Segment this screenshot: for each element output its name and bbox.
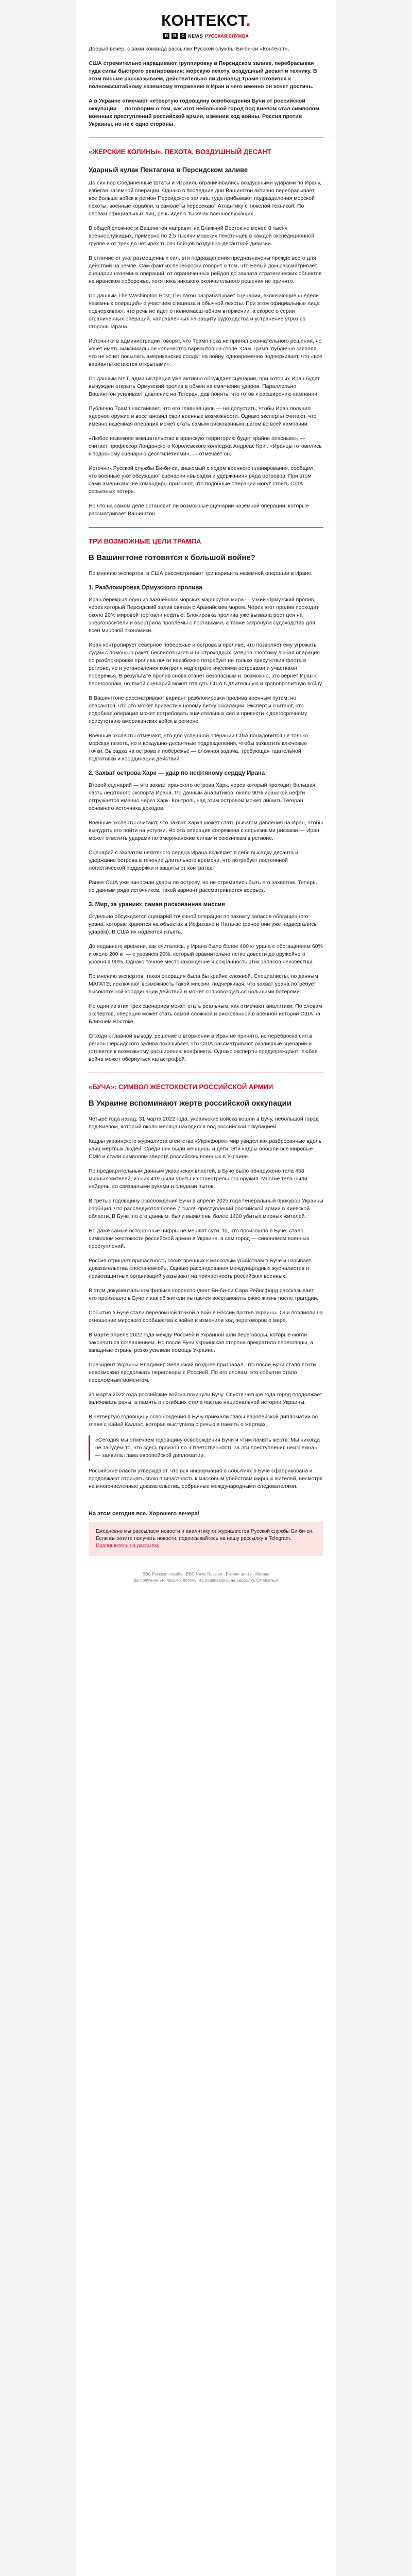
footer-line-2[interactable]: Вы получили это письмо, потому что подписались на рассылку. Отписаться [133,1578,279,1583]
section2-title: В Вашингтоне готовятся к большой войне? [89,553,255,562]
closing-text: На этом сегодня все. Хорошего вечера! [89,1511,200,1517]
section2-sub3-p5: Отходя к главной выводу, решение о вторжении в Иран не принято, но переброска сил в регион Персидского залива показывает, что США рассматривают различные сценарии и готовятся к возможному расширению конфликта. Однако эксперты предупреждают: любая война может обернуться катастрофой. [89,1033,318,1062]
section2-sub1-title: 1. Разблокировка Ормузского пролива [89,585,202,591]
section1-p4: По данным The Washington Post, Пентагон разрабатывает сценарии, включающие «недели наземных операций» с участием спецназа и обычной пехоты. При этом официальные лица подчеркивают, что речь не идет о полномасштабном вторжении, а скорее о серии ограниченных операций, направленных на защиту судоходства и устранение угроз со стороны Ирана. [89,293,320,330]
subscription-info-box [89,1522,323,1556]
section3-p7: В этом документальном фильме корреспондент Би-би-си Сара Рейнсфорд рассказывает, что произошло в Буче и как её жители пытаются восстановить свою жизнь после трагедии. [89,1287,319,1301]
bbc-letter-b1: B [163,33,169,39]
section2-sub2-p2: Военные эксперты считают, что захват Харка может стать рычагом давления на Иран, чтобы вынудить его пойти на уступки. Но эта операция сопряжена с серьезными рисками — Иран может ответить ударами по американским силам и союзникам в регионе. [89,820,323,841]
bbc-brand-line [76,33,336,39]
section2-sub3-p2: До недавнего времени, как считалось, у Ирана было более 400 кг урана с обогащением 60% и около 200 кг — с уровнем 20%, который сравнительно легко довести до оружейного уровня в 90%. Однако точное местонахождение и сохранность этих запасов неизвестны. [89,943,323,965]
section3-p3: По предварительным данным украинских властей, в Буче было обнаружено тела 458 мирных жителей, из них 419 были убиты из огнестрельного оружия. Многие тела были найдены со связанными руками и следами пыток. [89,1168,307,1190]
section2-sub2-p4: Ранее США уже наносили удары по острову, но не стремились быть его захватом. Теперь, по данным ряда источников, такой вариант рассматривается всерьез. [89,879,317,893]
section3-title: В Украине вспоминают жертв российской оккупации [89,1099,291,1108]
footer [76,1566,336,1599]
section1-title: Ударный кулак Пентагона в Персидском заливе [89,166,248,174]
section1-p2: В общей сложности Вашингтон направит на Ближний Восток не менее 8 тысяч военнослужащих, примерно по 2,5 тысячи морских пехотинцев в каждой экспедиционной группе и от трех до четырех тысяч бойцов воздушно-десантной дивизии. [89,225,315,247]
section1-p1: До сих пор Соединенные Штаты и Израиль ограничивались воздушными ударами по Ирану, избегая наземной операции. Однако в последние дни Вашингтон активно перебрасывает все больше войск в регион Персидского залива: туда прибывают подразделения морской пехоты, военные корабли, а самолеты пересекают Атлантику с тяжелой техникой. По словам официальных лиц, речь идет о тысячах военнослужащих. [89,180,321,217]
section1-p9: Источник Русской службы Би-би-си, знакомый с ходом военного планирования, сообщил, что военные уже обсуждают сценарии «высадки и удержания» ряда островов. При этом сами американские командиры признают, что подобные операции могут стоить США серьезных потерь. [89,465,315,495]
section1-p5: Источники в администрации говорят, что Трамп пока не принял окончательного решения, но хочет иметь максимальное количество вариантов на столе. Сам Трамп, публично заявляя, что не хочет посылать американских солдат на войну, одновременно подчеркивает, что «все варианты остаются открытыми». [89,338,322,367]
section2-sub2-title: 2. Захват острова Харк — удар по нефтяному сердцу Ирана [89,770,265,776]
section1-p3: В отличие от уже размещенных сил, эти подразделения предназначены прежде всего для действий на земле. Сам факт их переброски говорит о том, что Белый дом рассматривает сценарии наземных операций, от ограниченных рейдов до захвата стратегических объектов на иранском побережье, хотя пока никакого окончательного решения не принято. [89,255,322,284]
section3-p8: События в Буче стали переломной точкой в войне России против Украины. Они повлияли на отношение мирового сообщества к войне и изменили ход переговоров о мире. [89,1310,323,1324]
section2-sub1-p4: Военные эксперты отмечают, что для успешной операции США понадобится не только морская пехота, но и воздушно-десантные подразделения, чтобы захватить ключевые точки. Высадка на острова и побережье — сложная задача, требующая тщательной подготовки и координации действий. [89,733,308,762]
news-label: NEWS [188,33,203,39]
bbc-letter-b2: B [171,33,178,39]
section2-sub1-p3: В Вашингтоне рассматривают вариант разблокировки пролива военным путем, но опасаются, что это может привести к новому витку эскалации. Эксперты считают, что подобная операция может потребовать значительных сил и привести к долгосрочному присутствию американских войск в регионе. [89,695,307,724]
section3-p11: 31 марта 2022 года российские войска покинули Бучу. Спустя четыре года город продолжает залечивать раны, а память о погибших стала частью национальной истории Украины. [89,1392,322,1405]
section1-p10: Но что на самом деле остановит ли возможные сценарии наземной операции, которые рассматривает Вашингтон. [89,503,309,517]
service-label: РУССКАЯ СЛУЖБА [205,33,249,39]
section3-p13: Российские власти утверждают, что вся информация о событиях в Буче сфабрикована и продолжают отрицать свою причастность к массовым убийствам мирных жителей, несмотря на многочисленные доказательства, собранные международными следователями. [89,1468,323,1489]
section3-p5: Но даже самые осторожные цифры не меняют сути: то, что произошло в Буче, стало символом жестокости российской армии в Украине, а сам город — синонимом военных преступлений. [89,1228,310,1249]
lead-paragraph-1: США стремительно наращивают группировку в Персидском заливе, перебрасывая туда силы быстрого реагирования: морскую пехоту, воздушный десант и технику. В этом письме рассказываем, действительно ли Дональд Трамп готовится к полномасштабному наземному вторжению в Иран и чего именно он хочет достичь. [89,60,317,90]
section2-sub3-p1: Отдельно обсуждается сценарий точечной операции по захвату запасов обогащенного урана, которые хранятся на объектах в Исфахане и Натанзе (ранее они уже подвергались ударам). В США их надеются изъять. [89,913,317,935]
section-divider [89,527,323,528]
quote-text: «Сегодня мы отмечаем годовщину освобождения Бучи и чтим память жертв. Мы никогда не забудем то, что здесь произошло. Ответственность за эти преступления неизбежна», — заявила глава европейской дипломатии. [95,1437,320,1459]
section3-p9: В марте-апреле 2022 года между Россией и Украиной шли переговоры, которые могли закончиться соглашением. Но после Бучи украинская сторона прекратила переговоры, а западные страны резко усилили помощь Украине. [89,1332,313,1353]
section2-sub1-p2: Иран контролирует северное побережье и острова в проливе, что позволяет ему угрожать судам с помощью ракет, беспилотников и быстроходных катеров. Поэтому любая операция по разблокировке пролива почти неизбежно потребует не только присутствия флота в регионе, но и установления контроля над стратегическими островами и участками побережья. В результате пролив снова станет безопасным и, возможно, это вернет Иран к переговорам, но такой сценарий может втянуть США в длительную и кровопролитную войну. [89,642,323,687]
bbc-letter-c: C [180,33,186,39]
section3-p4: В третью годовщину освобождения Бучи в апреле 2025 года Генеральный прокурор Украины сообщил, что расследуются более 7 тысяч преступлений российской армии в Киевской области. В Буче, по его данным, были выявлены более 1400 убитых мирных жителей. [89,1198,323,1219]
tag-heading-2: ТРИ ВОЗМОЖНЫЕ ЦЕЛИ ТРАМПА [89,537,201,545]
kontekst-logo[interactable] [161,11,251,30]
subscribe-link[interactable]: Подпишитесь на рассылку [96,1543,160,1549]
section3-p2: Кадры украинского журналиста агентства «Укрінформ» мир увидел как разбросанные вдоль улиц мертвых людей. Среди них были женщины и дети. Эти кадры обошли все мировые СМИ и стали символом зверств российских военных в Украине. [89,1138,322,1160]
section1-p7: Публично Трамп настаивает, что его главная цель — не допустить, чтобы Иран получил ядерное оружие и восстановил свои военные возможности. Однако эксперты считают, что именно наземная операция может стать самым рискованным шагом во всей кампании. [89,405,317,427]
newsletter-page [76,0,336,2576]
header [76,0,336,45]
footer-line-1: BBC Русская служба · BBC News Russian · Бизнес-центр · Москва [142,1572,270,1577]
section2-sub2-p1: Второй сценарий — это захват иранского острова Харк, через который проходит большая часть нефтяного экспорта Ирана. По данным аналитиков, около 90% иранской нефти отгружается именно через Харк. Контроль над этим островом может лишить Тегеран основного источника доходов. [89,782,316,811]
info-box-text: Ежедневно мы рассылаем новости и аналитику от журналистов Русской службы Би-би-си. Если вы хотите получать новости, подписывайтесь на нашу рассылку в Telegram. [96,1529,314,1541]
section2-sub1-p1: Иран перекрыл один из важнейших морских маршрутов мира — узкий Ормузский пролив, через который Персидский залив связан с Аравийским морем. Через этот пролив проходит около 20% мировой торговли нефтью. Блокировка пролива уже вызвала рост цен на энергоносители и обострила проблемы с поставками, а также затронула судоходство для всей мировой экономики. [89,597,319,634]
section3-p1: Четыре года назад, 31 марта 2022 года, украинские войска вошли в Бучу, небольшой город под Киевом, который около месяца находился под российской оккупацией. [89,1116,319,1130]
section1-p8: «Любое наземное вмешательство в иранскую территорию будет крайне опасным», — считает профессор Лондонского Королевского колледжа Андреас Криг. «Иранцы готовились к подобному сценарию десятилетиями», — отмечает он. [89,435,322,457]
logo-text: КОНТЕКСТ [161,11,246,29]
section2-sub3-p4: Но один из этих трех сценариев может стать реальным, как отмечают аналитики. По словам экспертов, операция может стать самой сложной и рискованной в военной истории США на Ближнем Востоке. [89,1003,322,1025]
quote-block [89,1435,323,1461]
section3-p10: Президент Украины Владимир Зеленский позднее признавал, что после Бучи стало почти невозможно продолжать переговоры с Россией. По его словам, это событие стало переломным моментом. [89,1362,316,1383]
tag-heading-3: «БУЧА»: СИМВОЛ ЖЕСТОКОСТИ РОССИЙСКОЙ АРМИИ [89,1083,273,1091]
section3-p6: Россия отрицает причастность своих военных к массовым убийствам в Буче и называет доказательства «постановкой». Однако расследования международных журналистов и правозащитных организаций указывают на причастность российских военных. [89,1258,312,1279]
section1-p6: По данным NYT, администрация уже активно обсуждает сценарии, при которых Иран будет вынужден открыть Ормузский пролив в обмен на смягчение ударов. Параллельно Вашингтон усиливает давление на Тегеран, дав понять, что готов к расширению кампании. [89,376,320,397]
newsletter-content [76,45,336,1556]
section3-p12: В четвертую годовщину освобождения в Бучу приехали главы европейской дипломатии во главе с Кайей Каллас, которая выступила с речью в память о жертвах. [89,1414,318,1428]
section2-sub3-title: 3. Мир, за уранию: самая рискованная миссия [89,902,225,908]
section2-intro: По мнению экспертов, в США рассматривают три варианта наземной операции в Иране. [89,570,313,577]
greeting: Добрый вечер, с вами команда рассылки Русской службы Би-би-си «Контекст». [89,46,289,52]
tag-heading-1: «ЖЕРСКИЕ КОЛИНЫ». ПЕХОТА, ВОЗДУШНЫЙ ДЕСАНТ [89,148,271,156]
lead-paragraph-2: А в Украине отмечают четвертую годовщину освобождения Бучи от российской оккупации — поговорим о том, как этот небольшой город под Киевом стал символом военных преступлений российской армии, изменив ход войны. Россия против Украины, но не с одно стороны. [89,98,319,127]
section2-sub2-p3: Сценарий с захватом нефтяного сердца Ирана включает в себя высадку десанта и удержание острова в течение длительного времени, что потребует постоянной логистической поддержки и защиты от контратак. [89,850,298,871]
section2-sub3-p3: По мнению экспертов, такая операция была бы крайне сложной. Специалисты, по данным МАГАТЭ, исключают возможность такой миссии, подчеркивая, что захват урана потребует высокоточной координации действий и может сопровождаться большими потерями. [89,973,318,995]
logo-dot: . [246,11,251,29]
